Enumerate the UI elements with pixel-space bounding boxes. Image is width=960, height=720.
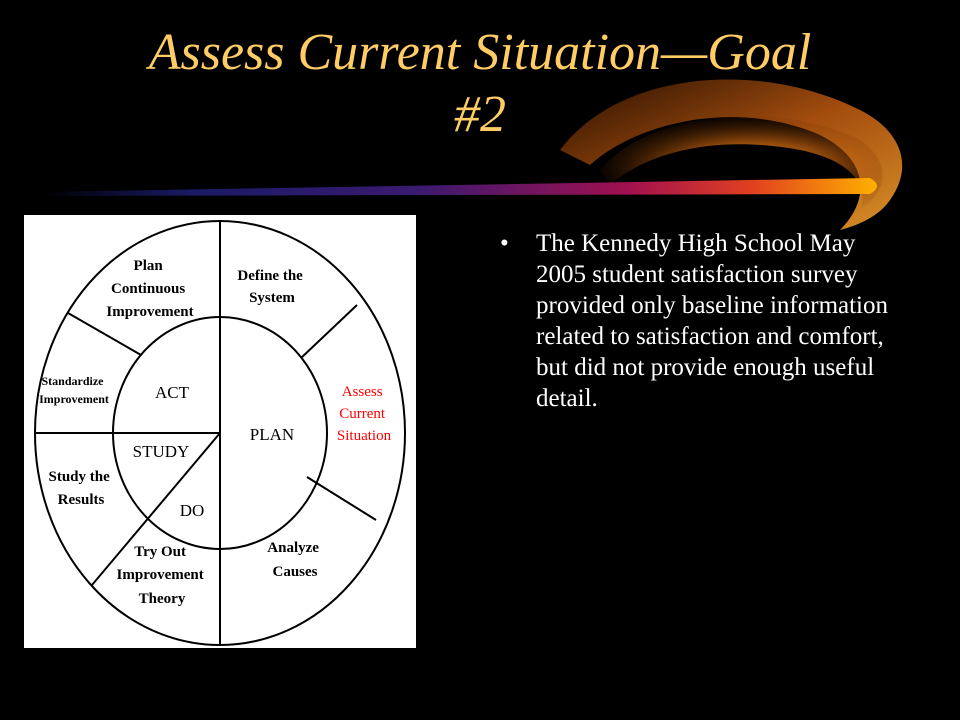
step-assess-current-situation: Assess Current Situation <box>336 384 392 444</box>
spoke-1 <box>301 305 357 358</box>
slide-title <box>60 22 900 146</box>
continuous-improvement-cycle-diagram <box>24 215 416 648</box>
bullet-icon: • <box>500 230 509 257</box>
step-study-the-results: Study the Results <box>48 469 110 508</box>
bullet-text: The Kennedy High School May 2005 student satisfaction survey provided only baseline information related to satisfaction and comfort, but did not provide enough useful detail. <box>536 230 889 412</box>
slide-title-line-1: Assess Current Situation—Goal <box>148 24 812 81</box>
bullet-list <box>500 228 890 414</box>
step-plan-continuous-improvement: Plan Continuous Improvement <box>106 258 194 320</box>
bullet-item <box>500 228 890 414</box>
step-analyze-causes: Analyze Causes <box>267 540 319 580</box>
inner-do: DO <box>179 501 205 520</box>
slide-title-line-2: #2 <box>454 86 506 143</box>
inner-study: STUDY <box>132 442 190 461</box>
step-define-the-system: Define the System <box>237 268 303 306</box>
inner-act: ACT <box>155 383 189 402</box>
step-try-out-improvement-theory: Try Out Improvement Theory <box>116 544 204 607</box>
inner-plan: PLAN <box>249 425 295 444</box>
step-standardize-improvement: Standardize Improvement <box>39 374 109 406</box>
spoke-2 <box>307 477 376 520</box>
